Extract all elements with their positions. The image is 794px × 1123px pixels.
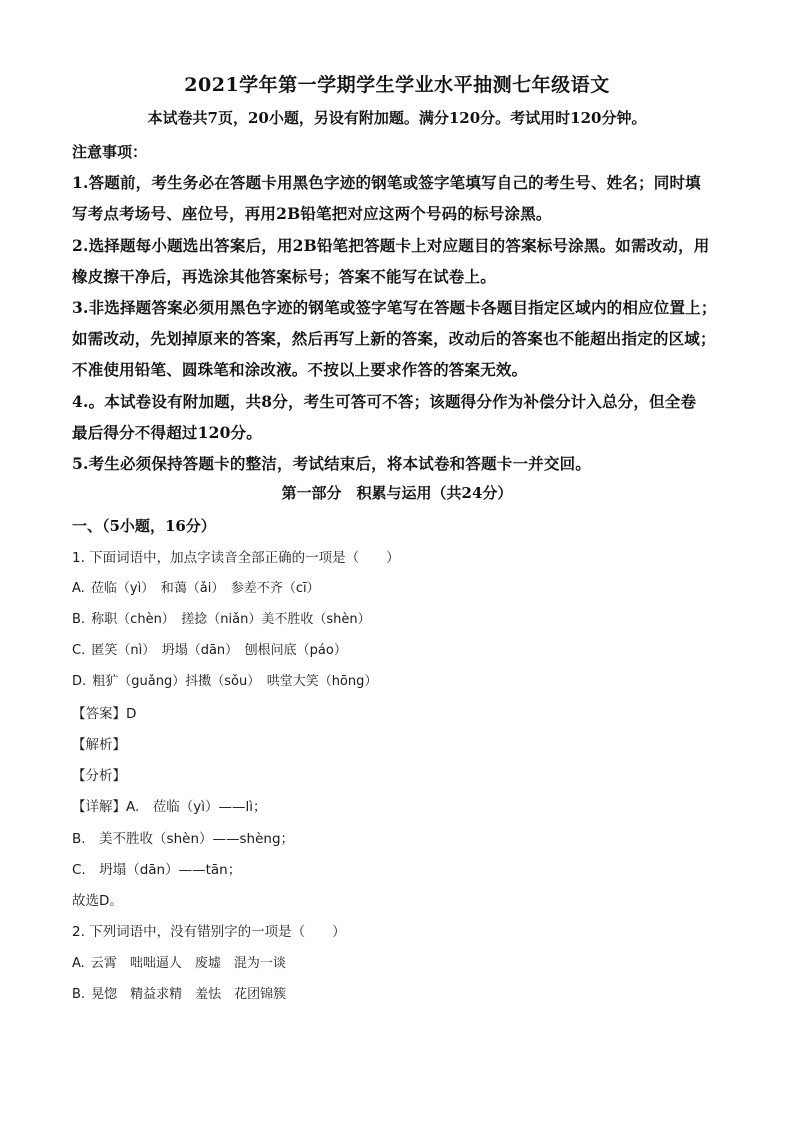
question-1-option-d: D. 粗犷（guǎng）抖擞（sǒu） 哄堂大笑（hōng） <box>72 674 378 689</box>
question-1-option-b: B. 称职（chèn） 搓捻（niǎn）美不胜收（shèn） <box>72 612 371 627</box>
analysis-label: 【解析】 <box>72 737 126 753</box>
notice-line: 4.。本试卷设有附加题，共8分，考生可答可不答；该题得分作为补偿分计入总分，但全卷 <box>72 392 697 411</box>
notice-line: 1.答题前，考生务必在答题卡用黑色字迹的钢笔或签字笔填写自己的考生号、姓名；同时填 <box>72 173 701 192</box>
question-2-stem: 2. 下列词语中，没有错别字的一项是（ ） <box>72 924 346 940</box>
detail-line: 故选D。 <box>72 893 123 909</box>
notice-line: 橡皮擦干净后，再选涂其他答案标号；答案不能写在试卷上。 <box>72 267 496 286</box>
subsection-title: 一、（5小题，16分） <box>72 517 216 535</box>
breakdown-label: 【分析】 <box>72 768 126 784</box>
notice-line: 5.考生必须保持答题卡的整洁，考试结束后，将本试卷和答题卡一并交回。 <box>72 454 591 473</box>
notice-line: 不准使用铅笔、圆珠笔和涂改液。不按以上要求作答的答案无效。 <box>72 360 528 379</box>
detail-line: 【详解】A. 莅临（yì）——lì； <box>72 799 267 815</box>
notice-line: 3.非选择题答案必须用黑色字迹的钢笔或签字笔写在答题卡各题目指定区域内的相应位置上； <box>72 298 717 317</box>
answer-label: 【答案】D <box>72 706 137 722</box>
page-title: 2021学年第一学期学生学业水平抽测七年级语文 <box>184 74 610 96</box>
detail-line: B. 美不胜收（shèn）——shèng； <box>72 831 295 847</box>
question-1-option-c: C. 匿笑（nì） 坍塌（dān） 刨根问底（páo） <box>72 643 347 658</box>
question-1-option-a: A. 莅临（yì） 和蔼（ǎi） 参差不齐（cī） <box>72 581 320 596</box>
detail-line: C. 坍塌（dān）——tān； <box>72 862 242 878</box>
question-1-stem: 1. 下面词语中，加点字读音全部正确的一项是（ ） <box>72 550 400 566</box>
question-2-option-b: B. 晃惚 精益求精 羞怯 花团锦簇 <box>72 987 287 1002</box>
notice-heading: 注意事项： <box>72 143 148 161</box>
notice-line: 写考点考场号、座位号，再用2B铅笔把对应这两个号码的标号涂黑。 <box>72 204 552 223</box>
section-title: 第一部分 积累与运用（共24分） <box>281 484 513 502</box>
exam-subtitle: 本试卷共7页，20小题，另设有附加题。满分120分。考试用时120分钟。 <box>147 109 647 127</box>
notice-line: 2.选择题每小题选出答案后，用2B铅笔把答题卡上对应题目的答案标号涂黑。如需改动，用 <box>72 236 710 255</box>
notice-line: 如需改动，先划掉原来的答案，然后再写上新的答案，改动后的答案也不能超出指定的区域； <box>72 329 716 348</box>
notice-line: 最后得分不得超过120分。 <box>72 423 262 442</box>
question-2-option-a: A. 云霄 咄咄逼人 废墟 混为一谈 <box>72 956 286 971</box>
